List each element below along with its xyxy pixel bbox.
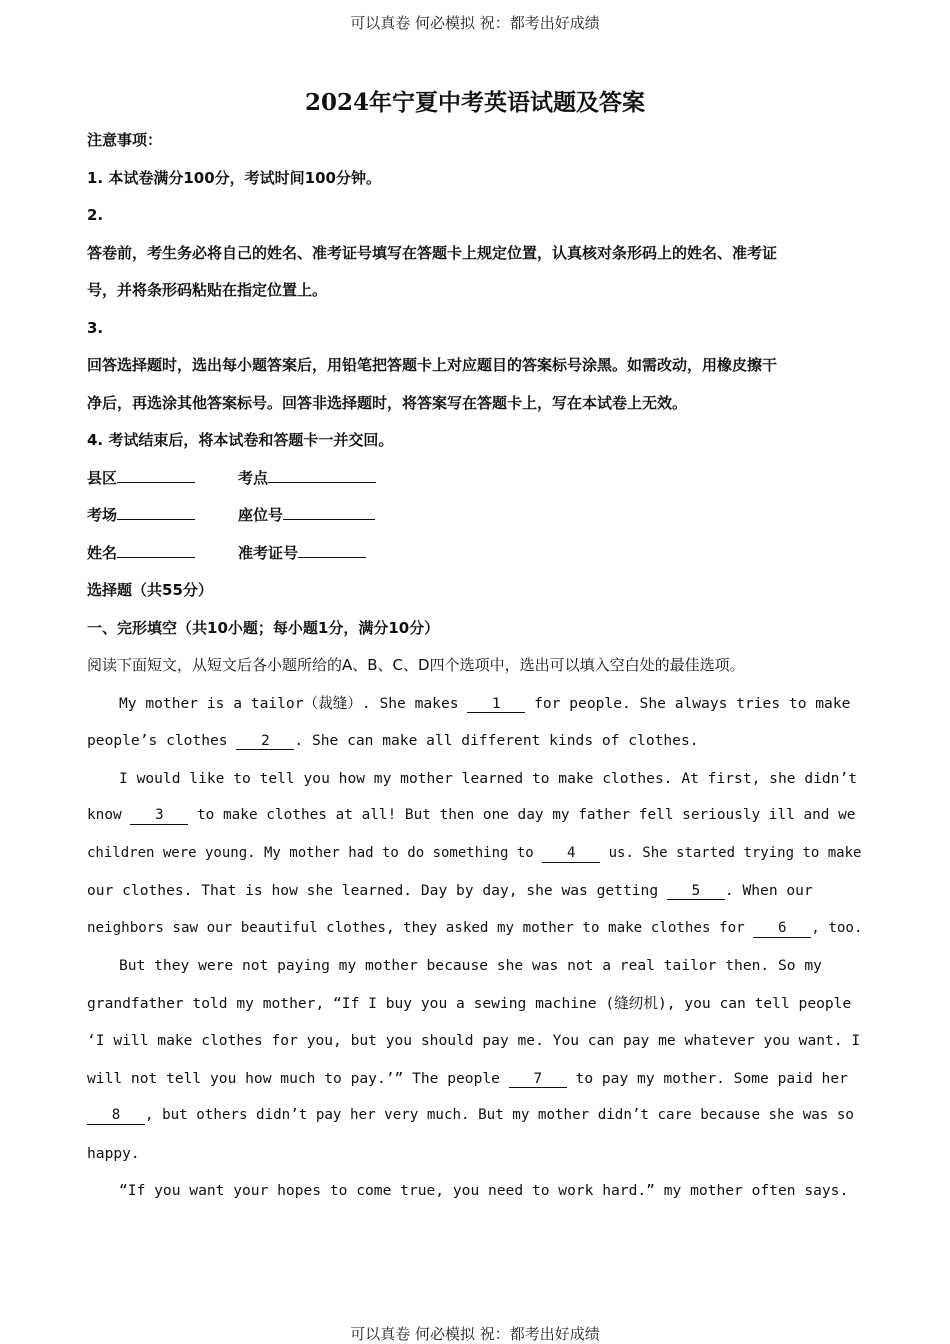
- ticket-label: 准考证号: [238, 543, 299, 562]
- notes-heading: 注意事项：: [87, 131, 163, 149]
- note-item-3-number: 3.: [87, 318, 104, 337]
- note-item-4: 4. 考试结束后，将本试卷和答题卡一并交回。: [87, 431, 394, 449]
- seat-field: [238, 497, 375, 535]
- ticket-field: [238, 535, 366, 573]
- exam-room-label: 考场: [87, 506, 118, 524]
- note-item-2-number: 2.: [87, 206, 104, 224]
- passage-text: people’s clothes: [87, 732, 237, 749]
- fields-row-3: [87, 535, 863, 573]
- passage-text: My mother is a tailor（裁缝）. She makes: [119, 694, 468, 712]
- passage-line-7: [87, 910, 863, 948]
- passage-text: to make clothes at all! But then one day my father fell seriously ill and we: [188, 807, 856, 823]
- name-blank: [117, 543, 195, 558]
- passage-text: know: [87, 807, 131, 823]
- ticket-blank: [298, 543, 366, 558]
- passage-text: to pay my mother. Some paid her: [566, 1069, 848, 1087]
- blank-1: 1: [467, 695, 525, 713]
- blank-2: 2: [236, 732, 294, 750]
- blank-8: 8: [87, 1107, 145, 1125]
- passage-line-3: I would like to tell you how my mother learned to make clothes. At first, she didn’t: [119, 769, 858, 787]
- passage-text: . When our: [724, 882, 813, 899]
- exam-room-blank: [117, 505, 195, 520]
- blank-7: 7: [509, 1070, 567, 1088]
- note-item-2-line-1: 答卷前，考生务必将自己的姓名、准考证号填写在答题卡上规定位置，认真核对条形码上的姓名、准考证: [87, 243, 778, 262]
- passage-text: , but others didn’t pay her very much. But my mother didn’t care because she was so: [145, 1107, 854, 1123]
- passage-text: us. She started trying to make: [600, 844, 862, 861]
- seat-blank: [283, 505, 375, 520]
- county-blank: [117, 468, 195, 483]
- passage-line-12: [87, 1097, 863, 1135]
- blank-5: 5: [667, 882, 725, 900]
- note-item-3-line-1: 回答选择题时，选出每小题答案后，用铅笔把答题卡上对应题目的答案标号涂黑。如需改动，用橡皮擦干: [87, 356, 778, 374]
- exam-point-field: [238, 460, 376, 498]
- fields-row-2: [87, 497, 863, 535]
- passage-line-14: “If you want your hopes to come true, you need to work hard.” my mother often says.: [119, 1182, 849, 1199]
- seat-label: 座位号: [238, 506, 284, 524]
- passage-text: for people. She always tries to make: [525, 694, 851, 712]
- passage-line-2: [87, 722, 863, 760]
- choice-section-heading: 选择题（共55分）: [87, 581, 213, 599]
- passage-text: . She can make all different kinds of clothes.: [294, 732, 699, 749]
- name-field: [87, 535, 195, 573]
- blank-4: 4: [542, 845, 600, 863]
- passage-line-1: [87, 685, 863, 723]
- note-item-3-line-2: 净后，再选涂其他答案标号。回答非选择题时，将答案写在答题卡上，写在本试卷上无效。: [87, 393, 688, 412]
- page-footer: 可以真卷 何必模拟 祝：都考出好成绩: [350, 1325, 600, 1343]
- blank-6: 6: [753, 920, 811, 938]
- blank-3: 3: [130, 807, 188, 825]
- passage-line-11: [87, 1060, 863, 1098]
- cloze-instruction: 阅读下面短文，从短文后各小题所给的A、B、C、D四个选项中，选出可以填入空白处的最佳选项。: [87, 656, 745, 674]
- passage-text: will not tell you how much to pay.’” The people: [87, 1069, 509, 1087]
- name-label: 姓名: [87, 543, 118, 562]
- passage-text: neighbors saw our beautiful clothes, they asked my mother to make clothes for: [87, 919, 754, 936]
- cloze-heading: 一、完形填空（共10小题；每小题1分，满分10分）: [87, 618, 440, 637]
- document-body: [87, 122, 863, 1210]
- county-label: 县区: [87, 468, 118, 487]
- passage-line-6: [87, 872, 863, 910]
- fields-row-1: [87, 460, 863, 498]
- passage-text: children were young. My mother had to do something to: [87, 844, 543, 861]
- passage-text: , too.: [811, 919, 863, 936]
- passage-line-4: [87, 797, 863, 835]
- passage-line-5: [87, 835, 863, 873]
- passage-line-13: happy.: [87, 1144, 140, 1162]
- passage-line-10: ‘I will make clothes for you, but you should pay me. You can pay me whatever you want. I: [87, 1032, 861, 1049]
- passage-line-8: But they were not paying my mother because she was not a real tailor then. So my: [119, 957, 822, 974]
- exam-room-field: [87, 497, 195, 535]
- page-header: 可以真卷 何必模拟 祝：都考出好成绩: [350, 14, 600, 32]
- passage-text: our clothes. That is how she learned. Day by day, she was getting: [87, 882, 667, 899]
- county-field: [87, 460, 195, 498]
- exam-point-label: 考点: [238, 468, 269, 487]
- passage-line-9: grandfather told my mother, “If I buy you a sewing machine (缝纫机), you can tell people: [87, 994, 852, 1012]
- note-item-2-line-2: 号，并将条形码粘贴在指定位置上。: [87, 281, 328, 299]
- exam-point-blank: [268, 468, 376, 483]
- note-item-1: 1. 本试卷满分100分，考试时间100分钟。: [87, 168, 381, 187]
- document-title: 2024年宁夏中考英语试题及答案: [304, 89, 645, 116]
